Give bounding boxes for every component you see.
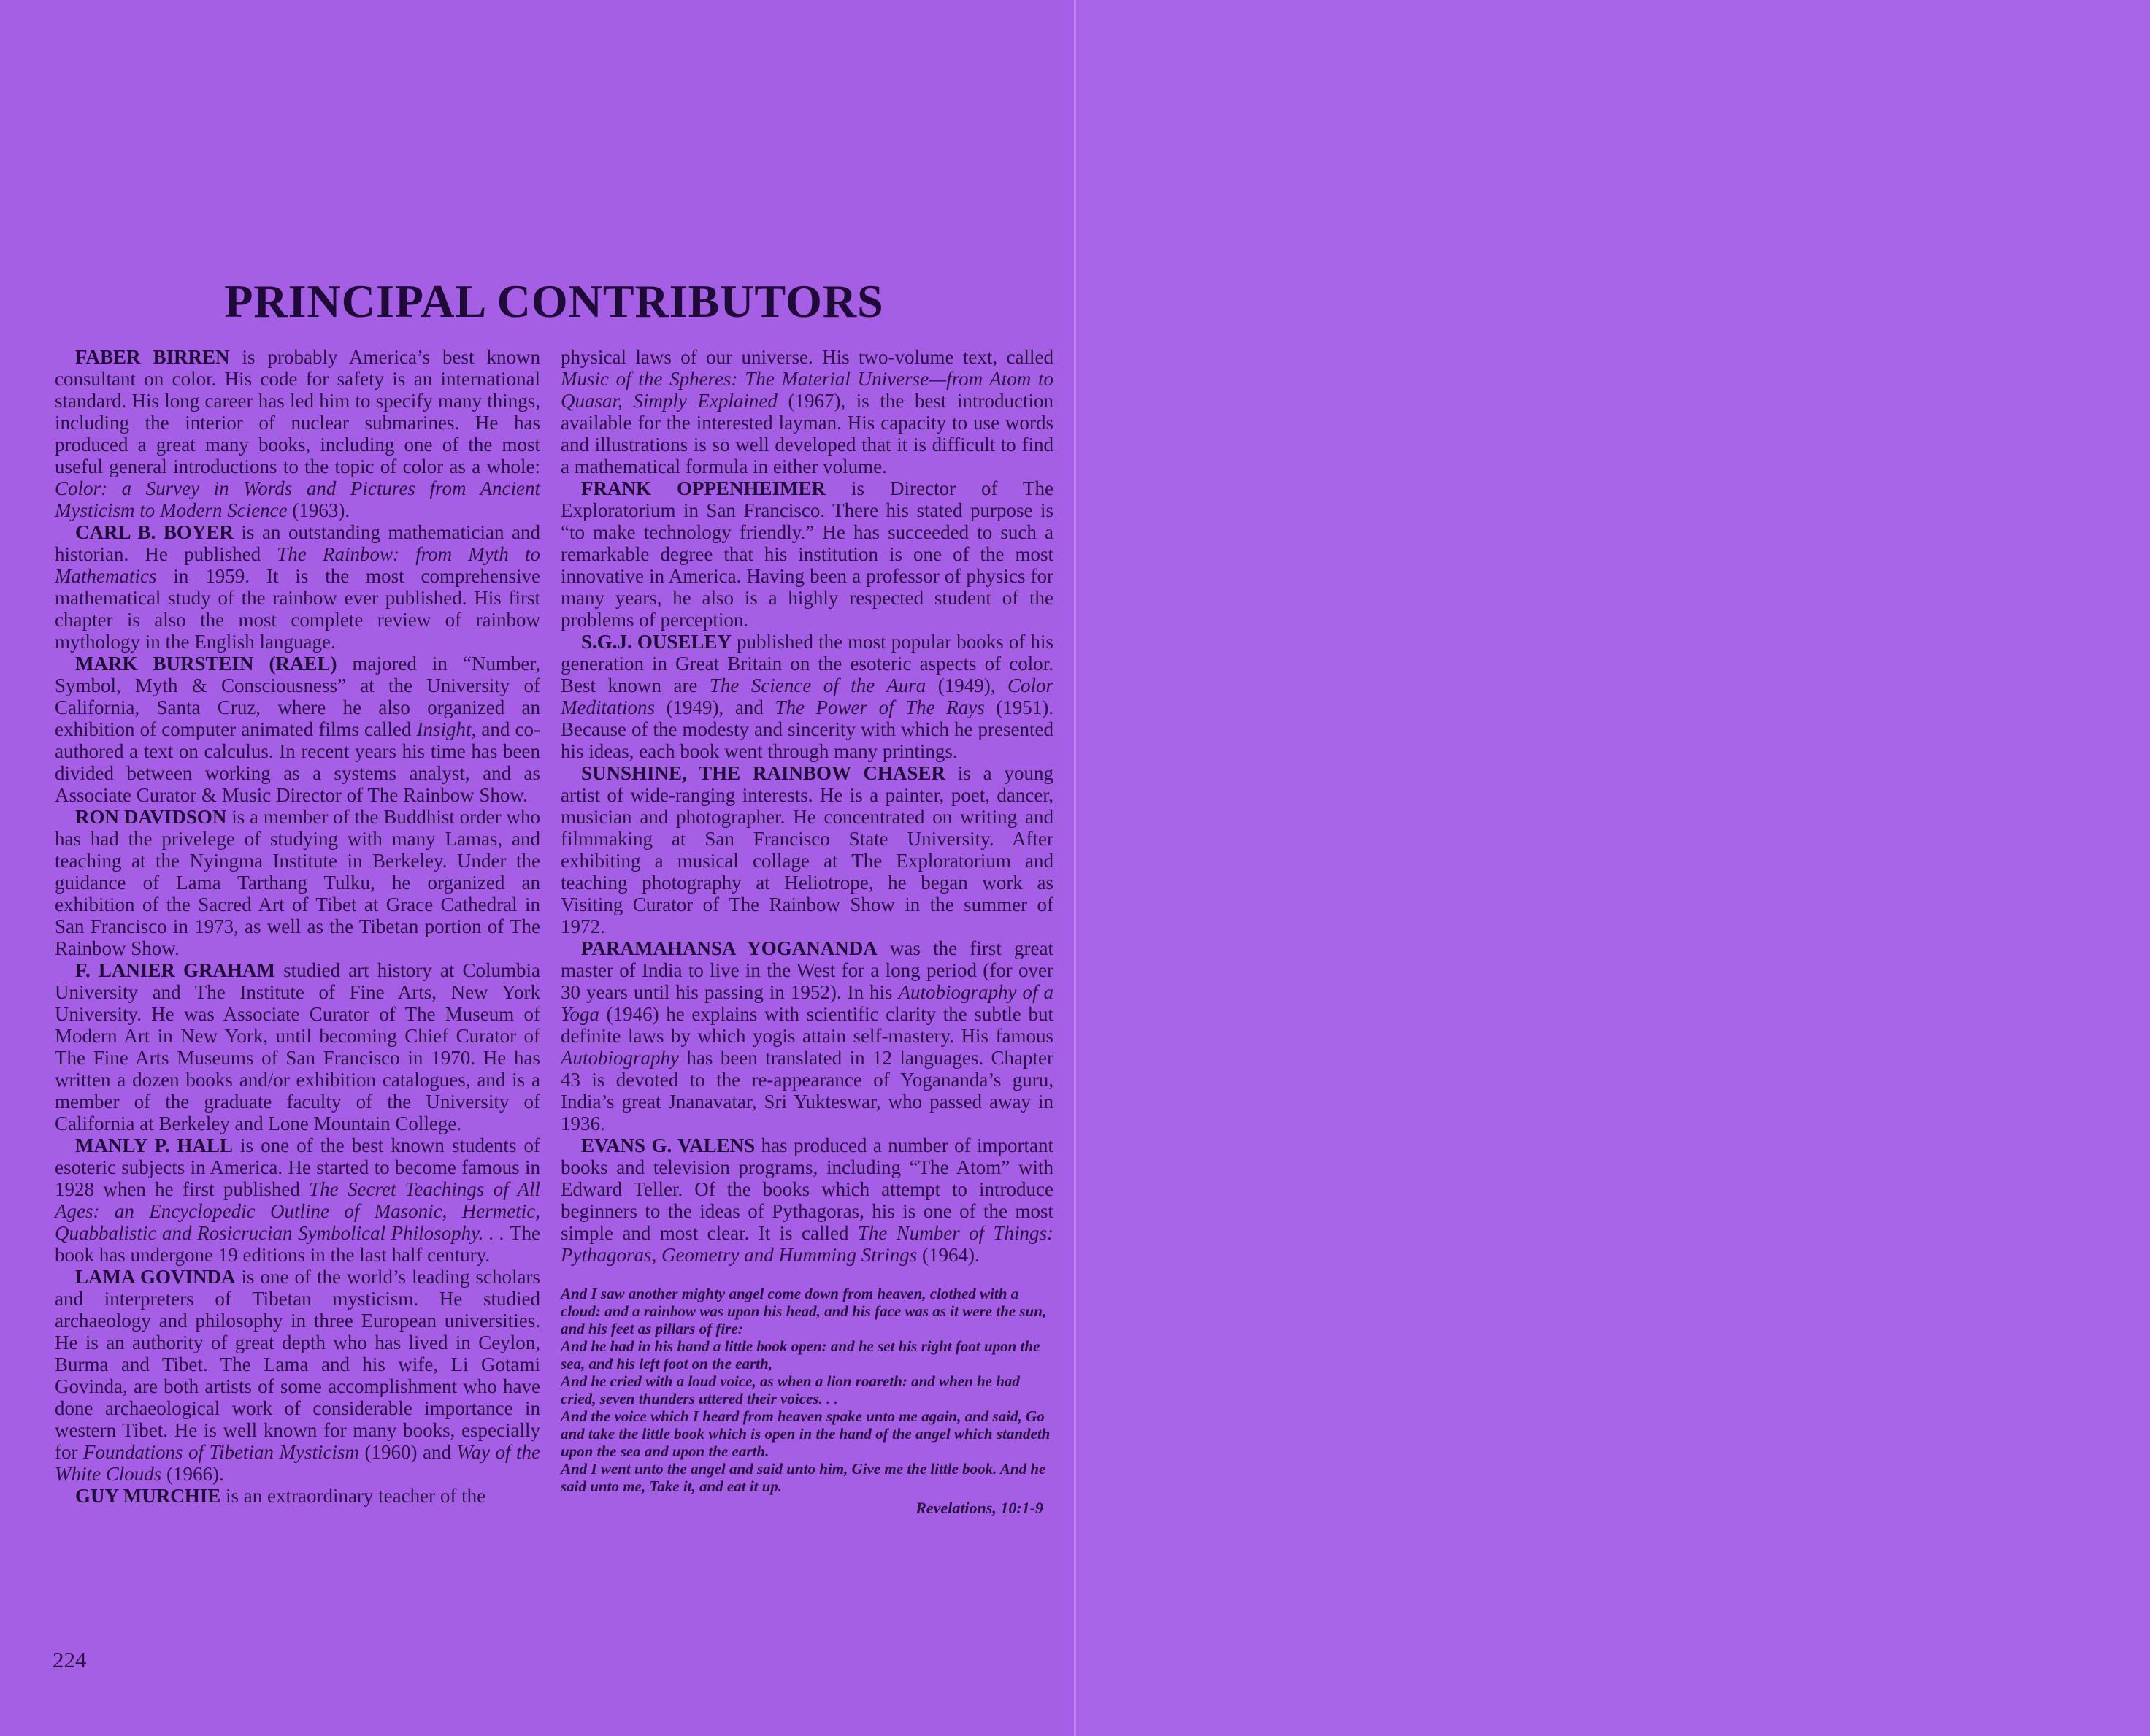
quote-verse: And he had in his hand a little book open: and he set his right foot upon the sea, and his left foot on the earth, bbox=[561, 1337, 1040, 1372]
paragraph bbox=[55, 346, 540, 521]
page-number: 224 bbox=[53, 1647, 87, 1672]
facing-page-blank bbox=[1076, 0, 2150, 1736]
body-text: is Director of The Exploratorium in San Francisco. There his stated purpose is “to make technology friendly.” He has succeeded to such a remarkable degree that his institution is one of the most innovative in America. Having been a professor of physics for many years, he also is a highly respected student of the problems of perception. bbox=[561, 477, 1053, 631]
paragraph bbox=[561, 937, 1053, 1134]
body-text: and co-authored a text on calculus. In recent years his time has been divided between working as a systems analyst, and as Associate Curator & Music Director of The Rainbow Show. bbox=[55, 718, 540, 806]
paragraph bbox=[55, 1134, 540, 1266]
contributor-name: LAMA GOVINDA bbox=[75, 1266, 236, 1288]
body-text: (1960) and bbox=[359, 1441, 457, 1463]
book-title: Color: a Survey in Words and Pictures from Ancient Mysticism to Modern Science bbox=[55, 477, 540, 521]
paragraph bbox=[55, 1485, 540, 1507]
body-text: majored in “Number, Symbol, Myth & Consciousness” at the University of California, Santa Cruz, where he also organized an exhibition of computer animated films called bbox=[55, 653, 541, 740]
book-title: Autobiography of a Yoga bbox=[561, 981, 1053, 1025]
body-text: is an outstanding mathematician and historian. He published bbox=[55, 521, 540, 565]
body-text: (1967), is the best introduction available for the interested layman. His capacity to use words and illustrations is so well developed that it is difficult to find a mathematical formula in either volume. bbox=[561, 390, 1053, 477]
paragraph bbox=[561, 762, 1053, 937]
right-column bbox=[561, 346, 1053, 1517]
body-text: was the first great master of India to live in the West for a long period (for over 30 years until his passing in 1952). In his bbox=[561, 937, 1053, 1003]
body-text: in 1959. It is the most comprehensive mathematical study of the rainbow ever published. His first chapter is also the most complete review of rainbow mythology in the English language. bbox=[55, 565, 540, 653]
contributor-name: EVANS G. VALENS bbox=[581, 1134, 756, 1156]
left-column bbox=[55, 346, 540, 1517]
contributor-name: F. LANIER GRAHAM bbox=[75, 959, 275, 981]
quote-verse: And I went unto the angel and said unto him, Give me the little book. And he said unto me, Take it, and eat it up. bbox=[561, 1460, 1046, 1495]
book-title: Way of the White Clouds bbox=[55, 1441, 541, 1485]
paragraph bbox=[561, 346, 1053, 477]
paragraph bbox=[55, 806, 540, 959]
paragraph bbox=[561, 631, 1053, 762]
book-title: The Science of the Aura bbox=[709, 675, 926, 696]
body-text: (1946) he explains with scientific clarity the subtle but definite laws by which yogis attain self-mastery. His famous bbox=[561, 1003, 1053, 1047]
book-title: The Secret Teachings of All Ages: an Encyclopedic Outline of Masonic, Hermetic, Quabbalistic and Rosicrucian Symbolical Philosophy. . . bbox=[55, 1178, 540, 1244]
body-text: is one of the world’s leading scholars and interpreters of Tibetan mysticism. He studied archaeology and philosophy in three European universities. He is an authority of great depth who has lived in Ceylon, Burma and Tibet. The Lama and his wife, Li Gotami Govinda, are both artists of some accomplishment who have done archaeological work of considerable importance in western Tibet. He is well known for many books, especially for bbox=[55, 1266, 540, 1463]
contributor-name: SUNSHINE, THE RAINBOW CHASER bbox=[581, 762, 945, 784]
quote-verse: And the voice which I heard from heaven spake unto me again, and said, Go and take the little book which is open in the hand of the angel which standeth upon the sea and upon the earth. bbox=[561, 1407, 1051, 1460]
body-text: is a member of the Buddhist order who has had the privelege of studying with many Lamas, and teaching at the Nyingma Institute in Berkeley. Under the guidance of Lama Tarthang Tulku, he organized an exhibition of the Sacred Art of Tibet at Grace Cathedral in San Francisco in 1973, as well as the Tibetan portion of The Rainbow Show. bbox=[55, 806, 540, 959]
body-text: (1966). bbox=[161, 1463, 224, 1485]
body-text: is a young artist of wide-ranging interests. He is a painter, poet, dancer, musician and photographer. He concentrated on writing and filmmaking at San Francisco State University. After exhibiting a musical collage at The Exploratorium and teaching photography at Heliotrope, he began work as Visiting Curator of The Rainbow Show in the summer of 1972. bbox=[561, 762, 1053, 937]
book-title: Music of the Spheres: The Material Universe—from Atom to Quasar, Simply Explained bbox=[561, 368, 1053, 412]
book-page bbox=[0, 0, 1074, 1736]
book-title: Autobiography bbox=[561, 1047, 679, 1069]
contributor-name: CARL B. BOYER bbox=[75, 521, 234, 543]
book-title: The Number of Things: Pythagoras, Geometry and Humming Strings bbox=[561, 1222, 1053, 1266]
paragraph bbox=[55, 521, 540, 653]
body-text: published the most popular books of his generation in Great Britain on the esoteric aspects of color. Best known are bbox=[561, 631, 1053, 696]
body-text: has been translated in 12 languages. Chapter 43 is devoted to the re-appearance of Yogananda’s guru, India’s great Jnanavatar, Sri Yukteswar, who passed away in 1936. bbox=[561, 1047, 1053, 1134]
bible-quote bbox=[561, 1285, 1053, 1517]
contributor-name: RON DAVIDSON bbox=[75, 806, 227, 828]
book-title: Insight, bbox=[416, 718, 477, 740]
body-text: is probably America’s best known consultant on color. His code for safety is an international standard. His long career has led him to specify many things, including the interior of nuclear submarines. He has produced a great many books, including one of the most useful general introductions to the topic of color as a whole: bbox=[55, 346, 540, 477]
paragraph bbox=[561, 477, 1053, 631]
right-column-paragraphs bbox=[561, 346, 1053, 1266]
paragraph bbox=[55, 1266, 540, 1485]
contributor-name: S.G.J. OUSELEY bbox=[581, 631, 732, 653]
text-columns bbox=[55, 346, 1053, 1517]
contributor-name: MANLY P. HALL bbox=[75, 1134, 233, 1156]
page-title: PRINCIPAL CONTRIBUTORS bbox=[224, 275, 884, 327]
body-text: (1964). bbox=[917, 1244, 980, 1266]
body-text: The book has undergone 19 editions in the last half century. bbox=[55, 1222, 540, 1266]
contributor-name: GUY MURCHIE bbox=[75, 1485, 221, 1507]
book-title: Color Meditations bbox=[561, 675, 1054, 718]
contributor-name: FABER BIRREN bbox=[75, 346, 230, 368]
contributor-name: PARAMAHANSA YOGANANDA bbox=[581, 937, 878, 959]
body-text: is an extraordinary teacher of the bbox=[220, 1485, 486, 1507]
body-text: studied art history at Columbia University and The Institute of Fine Arts, New York University. He was Associate Curator of The Museum of Modern Art in New York, until becoming Chief Curator of The Fine Arts Museums of San Francisco in 1970. He has written a dozen books and/or exhibition catalogues, and is a member of the graduate faculty of the University of California at Berkeley and Lone Mountain College. bbox=[55, 959, 540, 1134]
body-text: has produced a number of important books and television programs, including “The Atom” with Edward Teller. Of the books which attempt to introduce beginners to the ideas of Pythagoras, his is one of the most simple and most clear. It is called bbox=[561, 1134, 1053, 1244]
contributor-name: FRANK OPPENHEIMER bbox=[581, 477, 826, 499]
bible-quote-verses bbox=[561, 1285, 1053, 1495]
paragraph bbox=[561, 1134, 1053, 1266]
body-text: (1963). bbox=[287, 499, 350, 521]
left-column-paragraphs bbox=[55, 346, 540, 1507]
body-text: (1951). Because of the modesty and sincerity with which he presented his ideas, each book went through many printings. bbox=[561, 696, 1054, 762]
body-text: physical laws of our universe. His two-volume text, called bbox=[561, 346, 1053, 368]
paragraph bbox=[55, 959, 540, 1134]
body-text: (1949), and bbox=[655, 696, 775, 718]
book-title: The Rainbow: from Myth to Mathematics bbox=[55, 543, 540, 587]
quote-verse: And he cried with a loud voice, as when a lion roareth: and when he had cried, seven thunders uttered their voices. . . bbox=[561, 1372, 1020, 1407]
contributor-name: MARK BURSTEIN (RAEL) bbox=[75, 653, 337, 675]
body-text: (1949), bbox=[926, 675, 1007, 696]
book-title: Foundations of Tibetian Mysticism bbox=[83, 1441, 360, 1463]
book-title: The Power of The Rays bbox=[775, 696, 985, 718]
quote-attribution: Revelations, 10:1-9 bbox=[915, 1499, 1043, 1517]
paragraph bbox=[55, 653, 540, 806]
quote-verse: And I saw another mighty angel come down from heaven, clothed with a cloud: and a rainbow was upon his head, and his face was as it were the sun, and his feet as pillars of fire: bbox=[561, 1285, 1047, 1337]
body-text: is one of the best known students of esoteric subjects in America. He started to become famous in 1928 when he first published bbox=[55, 1134, 541, 1200]
